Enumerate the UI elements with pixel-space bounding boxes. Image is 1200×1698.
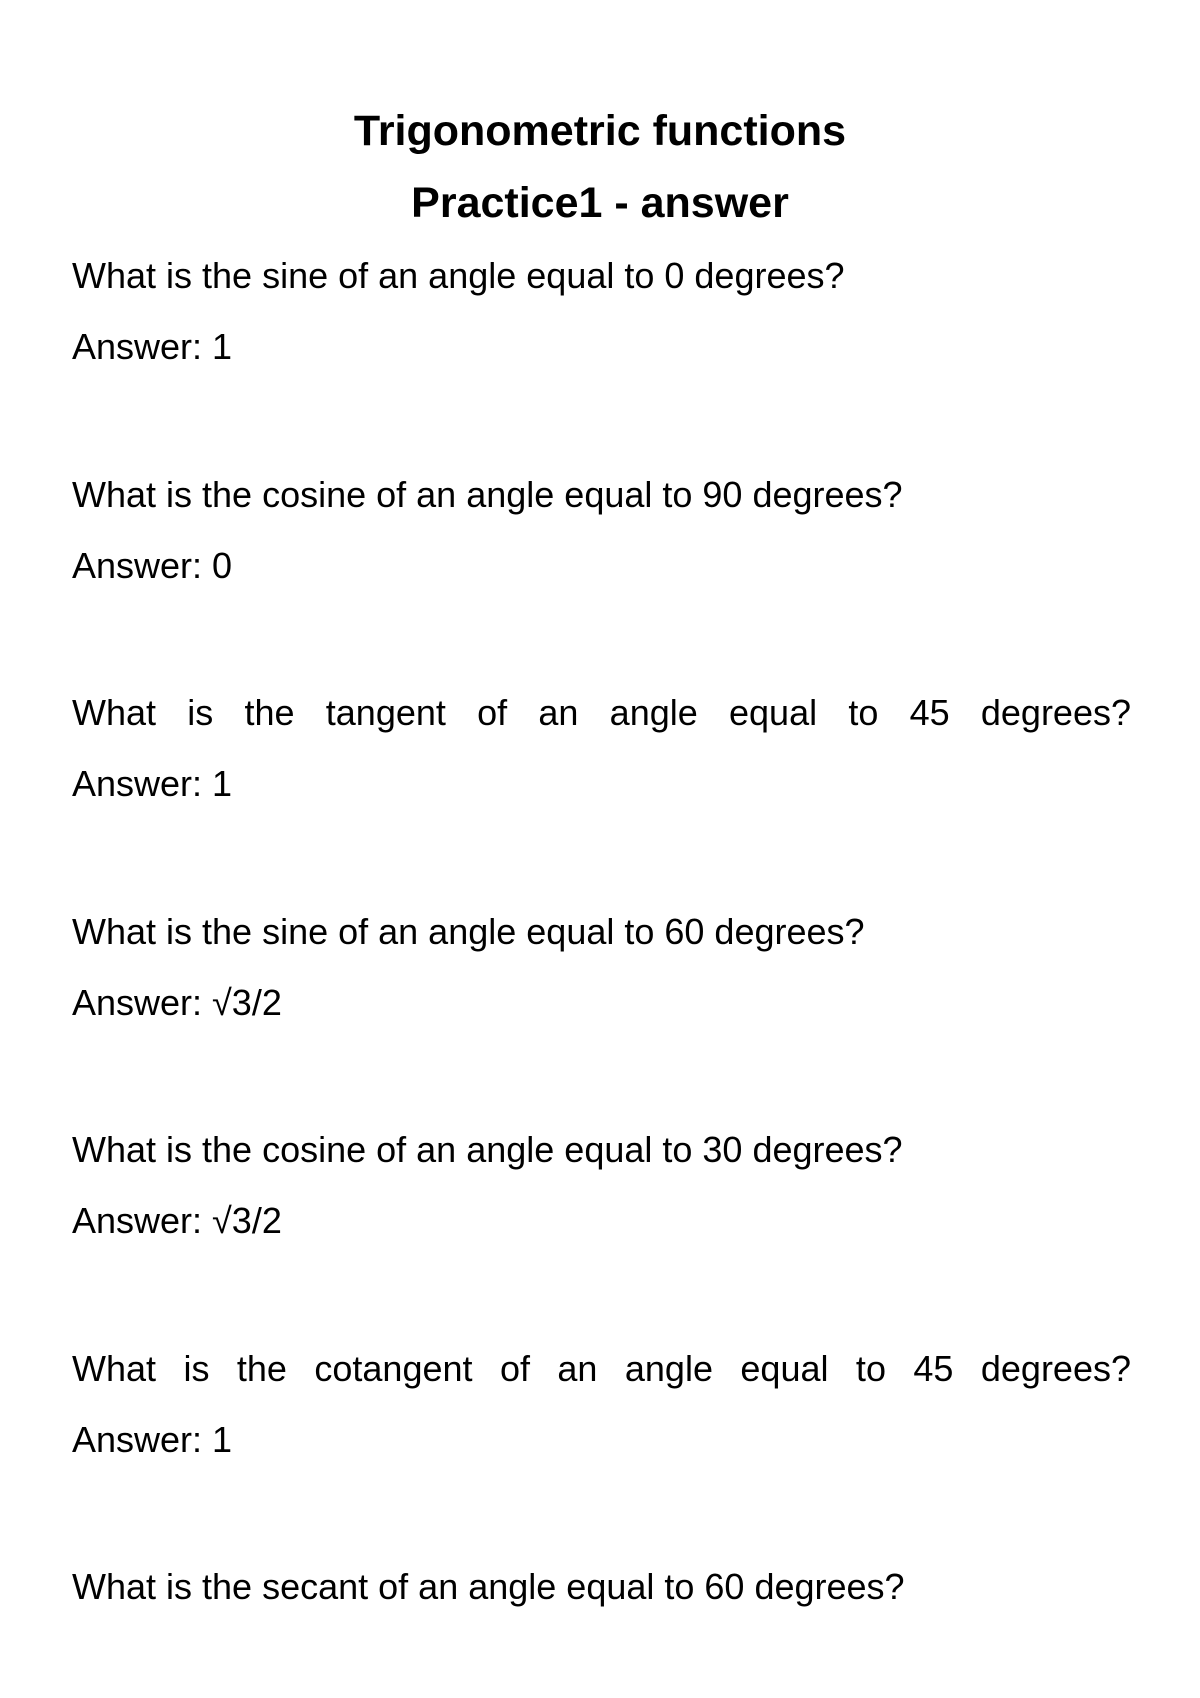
answer-1: Answer: 1 <box>72 326 233 367</box>
question-2: What is the cosine of an angle equal to 90 degrees? <box>72 474 903 515</box>
document-title: Trigonometric functions <box>353 107 847 155</box>
answer-3: Answer: 1 <box>72 763 233 804</box>
question-4: What is the sine of an angle equal to 60 degrees? <box>72 911 865 952</box>
question-6: What is the cotangent of an angle equal to 45 degrees? <box>72 1348 1131 1389</box>
question-3: What is the tangent of an angle equal to 45 degrees? <box>72 692 1131 733</box>
answer-4: Answer: √3/2 <box>72 982 282 1023</box>
answer-5: Answer: √3/2 <box>72 1200 282 1241</box>
document-subtitle: Practice1 - answer <box>411 179 789 227</box>
question-7: What is the secant of an angle equal to 60 degrees? <box>72 1566 905 1607</box>
answer-6: Answer: 1 <box>72 1419 233 1460</box>
question-1: What is the sine of an angle equal to 0 degrees? <box>72 255 845 296</box>
question-5: What is the cosine of an angle equal to 30 degrees? <box>72 1129 903 1170</box>
answer-2: Answer: 0 <box>72 545 233 586</box>
